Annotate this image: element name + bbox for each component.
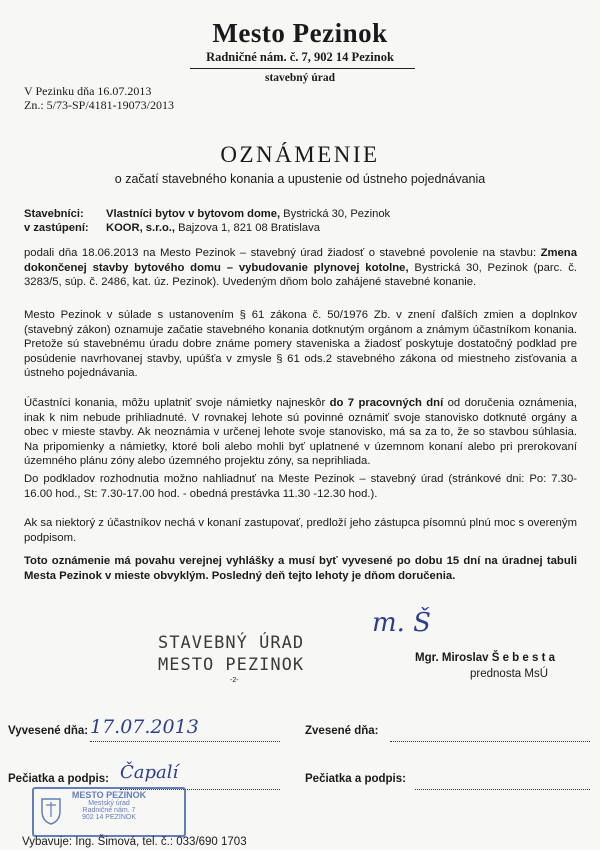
paragraph-representation: Ak sa niektorý z účastníkov nechá v konaní zastupovať, predloží jeho zástupca písomnú plnú moc s overeným podpisom.	[24, 517, 577, 544]
posted-label: Vyvesené dňa:	[8, 725, 89, 737]
builder-address: Bystrická 30, Pezinok	[280, 208, 391, 220]
paragraph-objections	[24, 396, 577, 469]
municipality-title: Mesto Pezinok	[212, 18, 388, 48]
stamp-line-2: MESTO PEZINOK	[158, 655, 305, 675]
stamp-number: -2-	[230, 677, 239, 684]
handwritten-posting-signature: Čapalí	[120, 762, 179, 783]
posted-date-line	[90, 741, 280, 742]
stamp-line-right	[415, 789, 590, 790]
stamp-label-right: Pečiatka a podpis:	[305, 773, 406, 785]
stamp-line-1: STAVEBNÝ ÚRAD	[158, 633, 305, 653]
contact-footer: Vybavuje: Ing. Šimová, tel. č.: 033/690 1703	[22, 836, 247, 848]
p3-text-a: Účastníci konania, môžu uplatniť svoje námietky najneskôr	[24, 397, 330, 409]
builder-line	[24, 208, 390, 220]
notice-subheading: o začatí stavebného konania a upustenie od ústneho pojednávania	[114, 172, 486, 186]
representative-name: KOOR, s.r.o.,	[106, 222, 176, 234]
office-stamp	[158, 632, 304, 676]
municipal-stamp-line-3: Radničné nám. 7	[82, 807, 136, 814]
paragraph-office-hours: Do podkladov rozhodnutia možno nahliadnuť na Meste Pezinok – stavebný úrad (stránkové dni: Po: 7.30-16.00 hod., St: 7.30-17.00 hod. - obedná prestávka 11.30 -12.30 hod.).	[24, 473, 577, 500]
removed-label: Zvesené dňa:	[305, 725, 379, 737]
p1-project-name: Zmena dokončenej stavby bytového domu – vybudovanie plynovej kotolne,	[24, 247, 577, 274]
municipal-stamp-line-4: 902 14 PEZINOK	[81, 814, 137, 821]
p1-text-a: podali dňa 18.06.2013 na Mesto Pezinok – stavebný úrad žiadosť o stavebné povolenie na stavbu:	[24, 247, 541, 259]
header-divider	[190, 68, 415, 69]
signer-name: Mgr. Miroslav Š e b e s t a	[415, 652, 555, 664]
municipality-address: Radničné nám. č. 7, 902 14 Pezinok	[206, 50, 394, 64]
signer-role: prednosta MsÚ	[470, 668, 548, 680]
paragraph-legal-basis: Mesto Pezinok v súlade s ustanovením § 61 zákona č. 50/1976 Zb. v znení ďalších zmien a doplnkov (stavebný zákon) oznamuje začatie stavebného konania dotknutým orgánom a známym účastníkom konania. Pretože sú stavebnému úradu dobre známe pomery staveniska a žiadosť poskytuje dostatočný podklad pre posúdenie navrhovanej stavby, upúšťa v zmysle § 61 ods.2 stavebného zákona od miestneho zisťovania a ústneho pojednávania.	[24, 309, 577, 380]
builder-name: Vlastníci bytov v bytovom dome,	[106, 208, 281, 220]
representative-line	[24, 222, 320, 234]
paragraph-application	[24, 246, 577, 290]
p3-text-c: od doručenia oznámenia, inak k nim nebude prihliadnuté. V rovnakej lehote sú povinné oznámiť svoje stanovisko dotknuté orgány a obec v mieste stavby. Ak neoznámia v určenej lehote svoje stanovisko, má sa za to, že so stavbou súhlasia. Na pripomienky a námietky, ktoré boli alebo mohli byť uplatnené v územnom konaní alebo pri prerokovaní územného plánu zóny alebo územného projektu zóny, sa neprihliada.	[24, 397, 577, 468]
handwritten-signature: m. Š	[372, 608, 431, 638]
coat-of-arms-icon	[40, 797, 62, 825]
office-name: stavebný úrad	[265, 72, 335, 84]
municipal-stamp	[32, 787, 186, 837]
representative-address: Bajzova 1, 821 08 Bratislava	[175, 222, 320, 234]
p1-text-c: Bystrická 30, Pezinok (parc. č. 3283/5, súp. č. 2486, kat. úz. Pezinok). Uvedeným dňom bolo zahájené stavebné konanie.	[24, 261, 577, 289]
builder-label: Stavebníci:	[24, 208, 84, 220]
date-line: V Pezinku dňa 16.07.2013	[24, 84, 152, 98]
municipal-stamp-line-1: MESTO PEZINOK	[71, 790, 147, 800]
reference-number: Zn.: 5/73-SP/4181-19073/2013	[24, 98, 175, 112]
p3-deadline: do 7 pracovných dní	[329, 397, 444, 409]
notice-heading: OZNÁMENIE	[220, 142, 380, 167]
stamp-label-left: Pečiatka a podpis:	[8, 773, 109, 785]
paragraph-public-notice: Toto oznámenie má povahu verejnej vyhlášky a musí byť vyvesené po dobu 15 dní na úradnej tabuli Mesta Pezinok v mieste obvyklým. Posledný deň tejto lehoty je dňom doručenia.	[24, 555, 577, 582]
municipal-stamp-line-2: Mestský úrad	[88, 800, 130, 807]
posted-date-handwritten: 17.07.2013	[90, 716, 199, 738]
removed-date-line	[390, 741, 590, 742]
representative-label: v zastúpení:	[24, 222, 89, 234]
